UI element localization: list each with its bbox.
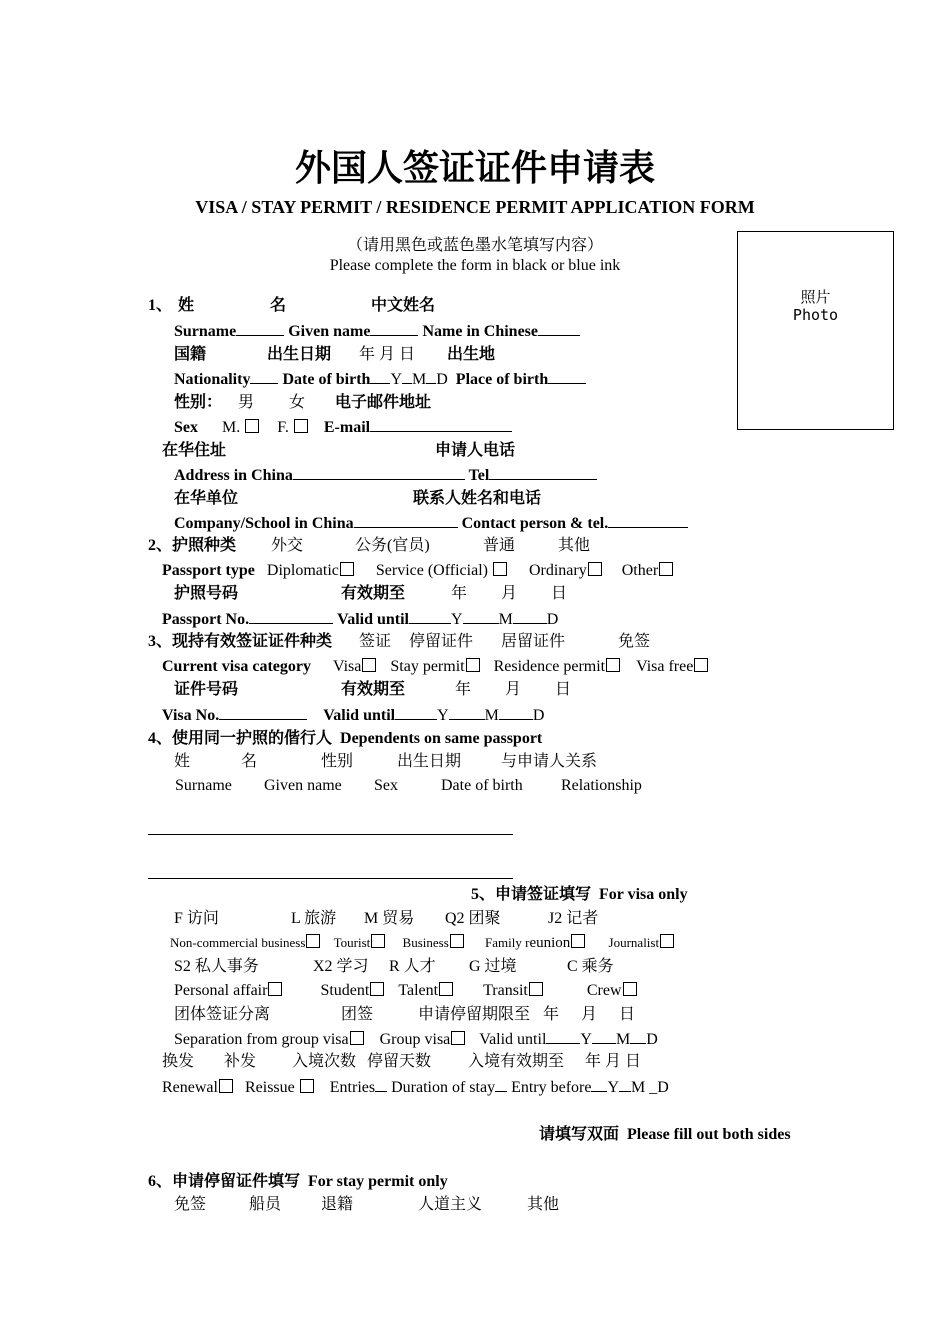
family-reunion-b: eunion bbox=[529, 935, 571, 951]
stay-y: Y bbox=[580, 1031, 592, 1048]
photo-label-chinese: 照片 bbox=[800, 288, 831, 306]
tel-label: Tel bbox=[468, 467, 490, 484]
s2-diplomatic-cn: 外交 bbox=[271, 537, 304, 554]
sex-label: Sex bbox=[174, 419, 198, 436]
business-checkbox[interactable] bbox=[450, 934, 464, 948]
chinese-name-label: Name in Chinese bbox=[422, 323, 539, 340]
s5-j2-cn: J2 记者 bbox=[548, 910, 599, 927]
s1-given-cn: 名 bbox=[270, 297, 287, 314]
s2-other-cn: 其他 bbox=[558, 537, 591, 554]
s4-given-en: Given name bbox=[264, 777, 342, 794]
personal-affair-checkbox[interactable] bbox=[268, 982, 282, 996]
entry-m: M bbox=[631, 1079, 646, 1096]
dob-m: M bbox=[412, 371, 427, 388]
s5-limit-cn: 申请停留期限至 bbox=[418, 1006, 531, 1023]
stay-permit-checkbox[interactable] bbox=[466, 658, 480, 672]
s1-sex-cn: 性别： bbox=[174, 394, 223, 411]
photo-box[interactable] bbox=[737, 231, 894, 430]
s1-pob-cn: 出生地 bbox=[447, 346, 496, 363]
s5-month-cn: 月 bbox=[581, 1006, 598, 1023]
s6-denat-cn: 退籍 bbox=[321, 1196, 354, 1213]
s6-heading bbox=[148, 1172, 448, 1192]
chinese-name-field[interactable] bbox=[538, 321, 580, 336]
reissue-checkbox[interactable] bbox=[300, 1079, 314, 1093]
s5-heading bbox=[471, 885, 688, 905]
dob-year-field[interactable] bbox=[370, 369, 390, 384]
s1-ymd-cn: 年 月 日 bbox=[359, 346, 416, 363]
instruction-english: Please complete the form in black or blue ink bbox=[329, 257, 621, 274]
s5-duration-cn: 停留天数 bbox=[367, 1053, 432, 1070]
s2-ordinary-cn: 普通 bbox=[483, 537, 516, 554]
visa-no-field[interactable] bbox=[219, 705, 307, 720]
stay-valid-year-field[interactable] bbox=[546, 1029, 580, 1044]
s3-day-cn: 日 bbox=[555, 681, 572, 698]
dob-d: D bbox=[436, 371, 448, 388]
s1-dob-cn: 出生日期 bbox=[267, 346, 332, 363]
transit-label: Transit bbox=[483, 982, 528, 999]
s4-dob-en: Date of birth bbox=[441, 777, 523, 794]
visa-valid-label: Valid until bbox=[323, 707, 396, 724]
s2-type-row bbox=[162, 561, 673, 581]
s5-ymd-cn: 年 月 日 bbox=[585, 1053, 642, 1070]
stay-valid-day-field[interactable] bbox=[630, 1029, 646, 1044]
talent-checkbox[interactable] bbox=[439, 982, 453, 996]
s2-no-cn: 护照号码 bbox=[174, 585, 239, 602]
s1-female-cn: 女 bbox=[289, 394, 306, 411]
s3-valid-cn: 有效期至 bbox=[341, 681, 406, 698]
entry-before-label: Entry before bbox=[511, 1079, 592, 1096]
other-passport-label: Other bbox=[621, 562, 659, 579]
s5-reissue-cn: 补发 bbox=[224, 1053, 257, 1070]
passport-m: M bbox=[498, 611, 513, 628]
s5-m-cn: M 贸易 bbox=[364, 910, 415, 927]
duration-label: Duration of stay bbox=[391, 1079, 496, 1096]
visa-free-checkbox[interactable] bbox=[694, 658, 708, 672]
s3-visa-cn: 签证 bbox=[359, 633, 392, 650]
s1-number: 1、 bbox=[148, 297, 173, 314]
s3-res-cn: 居留证件 bbox=[501, 633, 566, 650]
s1-email-cn: 电子邮件地址 bbox=[335, 394, 432, 411]
pob-field[interactable] bbox=[548, 369, 586, 384]
tourist-label: Tourist bbox=[333, 935, 371, 950]
male-label: M. bbox=[222, 419, 241, 436]
s4-given-cn: 名 bbox=[241, 753, 258, 770]
stay-permit-label: Stay permit bbox=[390, 658, 465, 675]
residence-permit-checkbox[interactable] bbox=[606, 658, 620, 672]
passport-no-field[interactable] bbox=[249, 609, 333, 624]
duration-field[interactable] bbox=[495, 1077, 507, 1092]
separation-label: Separation from group visa bbox=[174, 1031, 349, 1048]
group-visa-checkbox[interactable] bbox=[451, 1031, 465, 1045]
s4-heading-en: Dependents on same passport bbox=[340, 730, 543, 747]
entry-before-month-field[interactable] bbox=[619, 1077, 631, 1092]
transit-checkbox[interactable] bbox=[529, 982, 543, 996]
passport-valid-month-field[interactable] bbox=[463, 609, 499, 624]
s5-heading-cn: 5、申请签证填写 bbox=[471, 886, 592, 903]
tel-field[interactable] bbox=[489, 465, 597, 480]
visa-m: M bbox=[484, 707, 499, 724]
note-cn: 请填写双面 bbox=[539, 1126, 620, 1143]
s4-surname-en: Surname bbox=[175, 777, 232, 794]
s6-crew-cn: 船员 bbox=[249, 1196, 282, 1213]
s1-contact-cn: 联系人姓名和电话 bbox=[413, 490, 542, 507]
s5-entries-cn: 入境次数 bbox=[292, 1053, 357, 1070]
student-label: Student bbox=[320, 982, 370, 999]
dependent-line-1[interactable] bbox=[148, 834, 513, 835]
group-visa-label: Group visa bbox=[379, 1031, 451, 1048]
s4-dob-cn: 出生日期 bbox=[397, 753, 462, 770]
talent-label: Talent bbox=[398, 982, 439, 999]
email-field[interactable] bbox=[370, 417, 512, 432]
diplomatic-checkbox[interactable] bbox=[340, 562, 354, 576]
photo-label bbox=[738, 288, 893, 324]
nationality-label: Nationality bbox=[174, 371, 251, 388]
non-commercial-checkbox[interactable] bbox=[306, 934, 320, 948]
s4-surname-cn: 姓 bbox=[174, 753, 191, 770]
other-passport-checkbox[interactable] bbox=[659, 562, 673, 576]
journalist-label: Journalist bbox=[608, 935, 660, 950]
current-visa-label: Current visa category bbox=[162, 658, 311, 675]
passport-no-label: Passport No. bbox=[162, 611, 250, 628]
separation-checkbox[interactable] bbox=[350, 1031, 364, 1045]
passport-d: D bbox=[546, 611, 559, 628]
s3-no-cn: 证件号码 bbox=[174, 681, 239, 698]
fill-both-sides-note bbox=[539, 1125, 791, 1145]
s5-c-cn: C 乘务 bbox=[567, 958, 614, 975]
s1-nationality-row bbox=[174, 369, 586, 390]
given-name-field[interactable] bbox=[370, 321, 418, 336]
female-checkbox[interactable] bbox=[294, 419, 308, 433]
journalist-checkbox[interactable] bbox=[660, 934, 674, 948]
s6-other-cn: 其他 bbox=[527, 1196, 560, 1213]
stay-d: D bbox=[646, 1031, 658, 1048]
s3-stay-cn: 停留证件 bbox=[409, 633, 474, 650]
contact-label: Contact person & tel. bbox=[461, 515, 609, 532]
form-title-chinese: 外国人签证证件申请表 bbox=[294, 147, 655, 189]
s1-nationality-cn: 国籍 bbox=[174, 346, 207, 363]
s3-free-cn: 免签 bbox=[618, 633, 651, 650]
form-title-english: VISA / STAY PERMIT / RESIDENCE PERMIT APPLICATION FORM bbox=[195, 197, 755, 217]
s6-heading-cn: 6、申请停留证件填写 bbox=[148, 1173, 301, 1190]
s5-type-row-1 bbox=[170, 933, 674, 953]
renewal-label: Renewal bbox=[162, 1079, 218, 1096]
s5-renew-row bbox=[162, 1077, 669, 1098]
s1-tel-cn: 申请人电话 bbox=[435, 442, 516, 459]
s3-month-cn: 月 bbox=[505, 681, 522, 698]
visa-y: Y bbox=[437, 707, 449, 724]
email-label: E-mail bbox=[323, 419, 371, 436]
instruction-chinese: （请用黑色或蓝色墨水笔填写内容） bbox=[346, 237, 603, 254]
crew-checkbox[interactable] bbox=[623, 982, 637, 996]
entry-y: Y bbox=[607, 1079, 620, 1096]
passport-y: Y bbox=[451, 611, 463, 628]
s4-rel-cn: 与申请人关系 bbox=[501, 753, 598, 770]
visa-d: D bbox=[532, 707, 545, 724]
s2-day-cn: 日 bbox=[551, 585, 568, 602]
s4-rel-en: Relationship bbox=[561, 777, 642, 794]
s5-group-cn: 团签 bbox=[341, 1006, 374, 1023]
surname-label: Surname bbox=[174, 323, 237, 340]
s4-sex-en: Sex bbox=[374, 777, 398, 794]
s4-sex-cn: 性别 bbox=[321, 753, 354, 770]
dob-label: Date of birth bbox=[282, 371, 371, 388]
s5-x2-cn: X2 学习 bbox=[313, 958, 369, 975]
s1-address-row bbox=[174, 465, 597, 486]
business-label: Business bbox=[402, 935, 449, 950]
photo-label-english: Photo bbox=[792, 306, 839, 324]
surname-field[interactable] bbox=[236, 321, 284, 336]
s5-l-cn: L 旅游 bbox=[291, 910, 337, 927]
s1-surname-cn: 姓 bbox=[178, 297, 195, 314]
ordinary-label: Ordinary bbox=[528, 562, 587, 579]
visa-free-label: Visa free bbox=[636, 658, 694, 675]
renewal-checkbox[interactable] bbox=[219, 1079, 233, 1093]
female-label: F. bbox=[277, 419, 289, 436]
s5-s2-cn: S2 私人事务 bbox=[174, 958, 259, 975]
s3-no-row bbox=[162, 705, 544, 726]
visa-label: Visa bbox=[333, 658, 362, 675]
visa-checkbox[interactable] bbox=[362, 658, 376, 672]
dependent-line-2[interactable] bbox=[148, 878, 513, 879]
visa-valid-year-field[interactable] bbox=[395, 705, 437, 720]
visa-valid-month-field[interactable] bbox=[449, 705, 485, 720]
s3-category-row bbox=[162, 657, 708, 677]
dob-day-field[interactable] bbox=[426, 369, 436, 384]
s6-heading-en: For stay permit only bbox=[308, 1173, 448, 1190]
s2-official-cn: 公务(官员) bbox=[355, 537, 430, 554]
s3-year-cn: 年 bbox=[455, 681, 472, 698]
dob-month-field[interactable] bbox=[402, 369, 412, 384]
s5-renew-cn: 换发 bbox=[162, 1053, 195, 1070]
s1-sex-row bbox=[174, 417, 512, 438]
entry-before-year-field[interactable] bbox=[591, 1077, 607, 1092]
s5-q2-cn: Q2 团聚 bbox=[445, 910, 501, 927]
s2-valid-cn: 有效期至 bbox=[341, 585, 406, 602]
s5-year-cn: 年 bbox=[543, 1006, 560, 1023]
crew-label: Crew bbox=[586, 982, 622, 999]
s5-day-cn: 日 bbox=[619, 1006, 636, 1023]
s1-name-row bbox=[174, 321, 580, 342]
s3-heading-cn: 3、现持有效签证证件种类 bbox=[148, 633, 333, 650]
passport-valid-year-field[interactable] bbox=[409, 609, 451, 624]
visa-no-label: Visa No. bbox=[162, 707, 220, 724]
address-field[interactable] bbox=[293, 465, 465, 480]
s1-company-cn: 在华单位 bbox=[174, 490, 239, 507]
s4-heading bbox=[148, 729, 542, 749]
student-checkbox[interactable] bbox=[370, 982, 384, 996]
s1-company-row bbox=[174, 513, 688, 534]
s5-group-row bbox=[174, 1029, 658, 1050]
s1-address-cn: 在华住址 bbox=[162, 442, 227, 459]
entries-label: Entries bbox=[329, 1079, 376, 1096]
pob-label: Place of birth bbox=[455, 371, 549, 388]
stay-valid-month-field[interactable] bbox=[592, 1029, 616, 1044]
reissue-label: Reissue bbox=[244, 1079, 295, 1096]
s5-sep-cn: 团体签证分离 bbox=[174, 1006, 271, 1023]
entry-d: _D bbox=[649, 1079, 669, 1096]
family-reunion-checkbox[interactable] bbox=[571, 934, 585, 948]
family-reunion-label bbox=[485, 935, 570, 950]
contact-field[interactable] bbox=[608, 513, 688, 528]
service-checkbox[interactable] bbox=[493, 562, 507, 576]
family-reunion-a: Family r bbox=[485, 935, 530, 950]
visa-valid-day-field[interactable] bbox=[499, 705, 533, 720]
s1-chinese-name-cn: 中文姓名 bbox=[371, 297, 436, 314]
s2-no-row bbox=[162, 609, 558, 630]
s6-human-cn: 人道主义 bbox=[418, 1196, 483, 1213]
passport-valid-day-field[interactable] bbox=[513, 609, 547, 624]
residence-permit-label: Residence permit bbox=[493, 658, 606, 675]
note-en: Please fill out both sides bbox=[627, 1126, 791, 1143]
passport-valid-label: Valid until bbox=[337, 611, 409, 628]
diplomatic-label: Diplomatic bbox=[266, 562, 339, 579]
dob-y: Y bbox=[390, 371, 402, 388]
s2-heading-cn: 2、护照种类 bbox=[148, 537, 237, 554]
address-label: Address in China bbox=[174, 467, 293, 484]
given-name-label: Given name bbox=[288, 323, 371, 340]
nationality-field[interactable] bbox=[250, 369, 278, 384]
s5-before-cn: 入境有效期至 bbox=[468, 1053, 565, 1070]
tourist-checkbox[interactable] bbox=[371, 934, 385, 948]
personal-affair-label: Personal affair bbox=[174, 982, 268, 999]
stay-m: M bbox=[615, 1031, 631, 1048]
s5-r-cn: R 人才 bbox=[389, 958, 436, 975]
s2-year-cn: 年 bbox=[451, 585, 468, 602]
s4-heading-cn: 4、使用同一护照的偕行人 bbox=[148, 730, 333, 747]
s2-month-cn: 月 bbox=[501, 585, 518, 602]
s6-free-cn: 免签 bbox=[174, 1196, 207, 1213]
stay-valid-label: Valid until bbox=[479, 1031, 547, 1048]
ordinary-checkbox[interactable] bbox=[588, 562, 602, 576]
non-commercial-label: Non-commercial business bbox=[170, 935, 306, 950]
s5-f-cn: F 访问 bbox=[174, 910, 219, 927]
service-label: Service (Official) bbox=[375, 562, 488, 579]
male-checkbox[interactable] bbox=[245, 419, 259, 433]
s5-type-row-2 bbox=[174, 981, 637, 1001]
company-field[interactable] bbox=[354, 513, 458, 528]
company-label: Company/School in China bbox=[174, 515, 354, 532]
s1-male-cn: 男 bbox=[238, 394, 255, 411]
passport-type-label: Passport type bbox=[162, 562, 255, 579]
s5-heading-en: For visa only bbox=[599, 886, 688, 903]
entries-field[interactable] bbox=[375, 1077, 387, 1092]
s5-g-cn: G 过境 bbox=[469, 958, 517, 975]
